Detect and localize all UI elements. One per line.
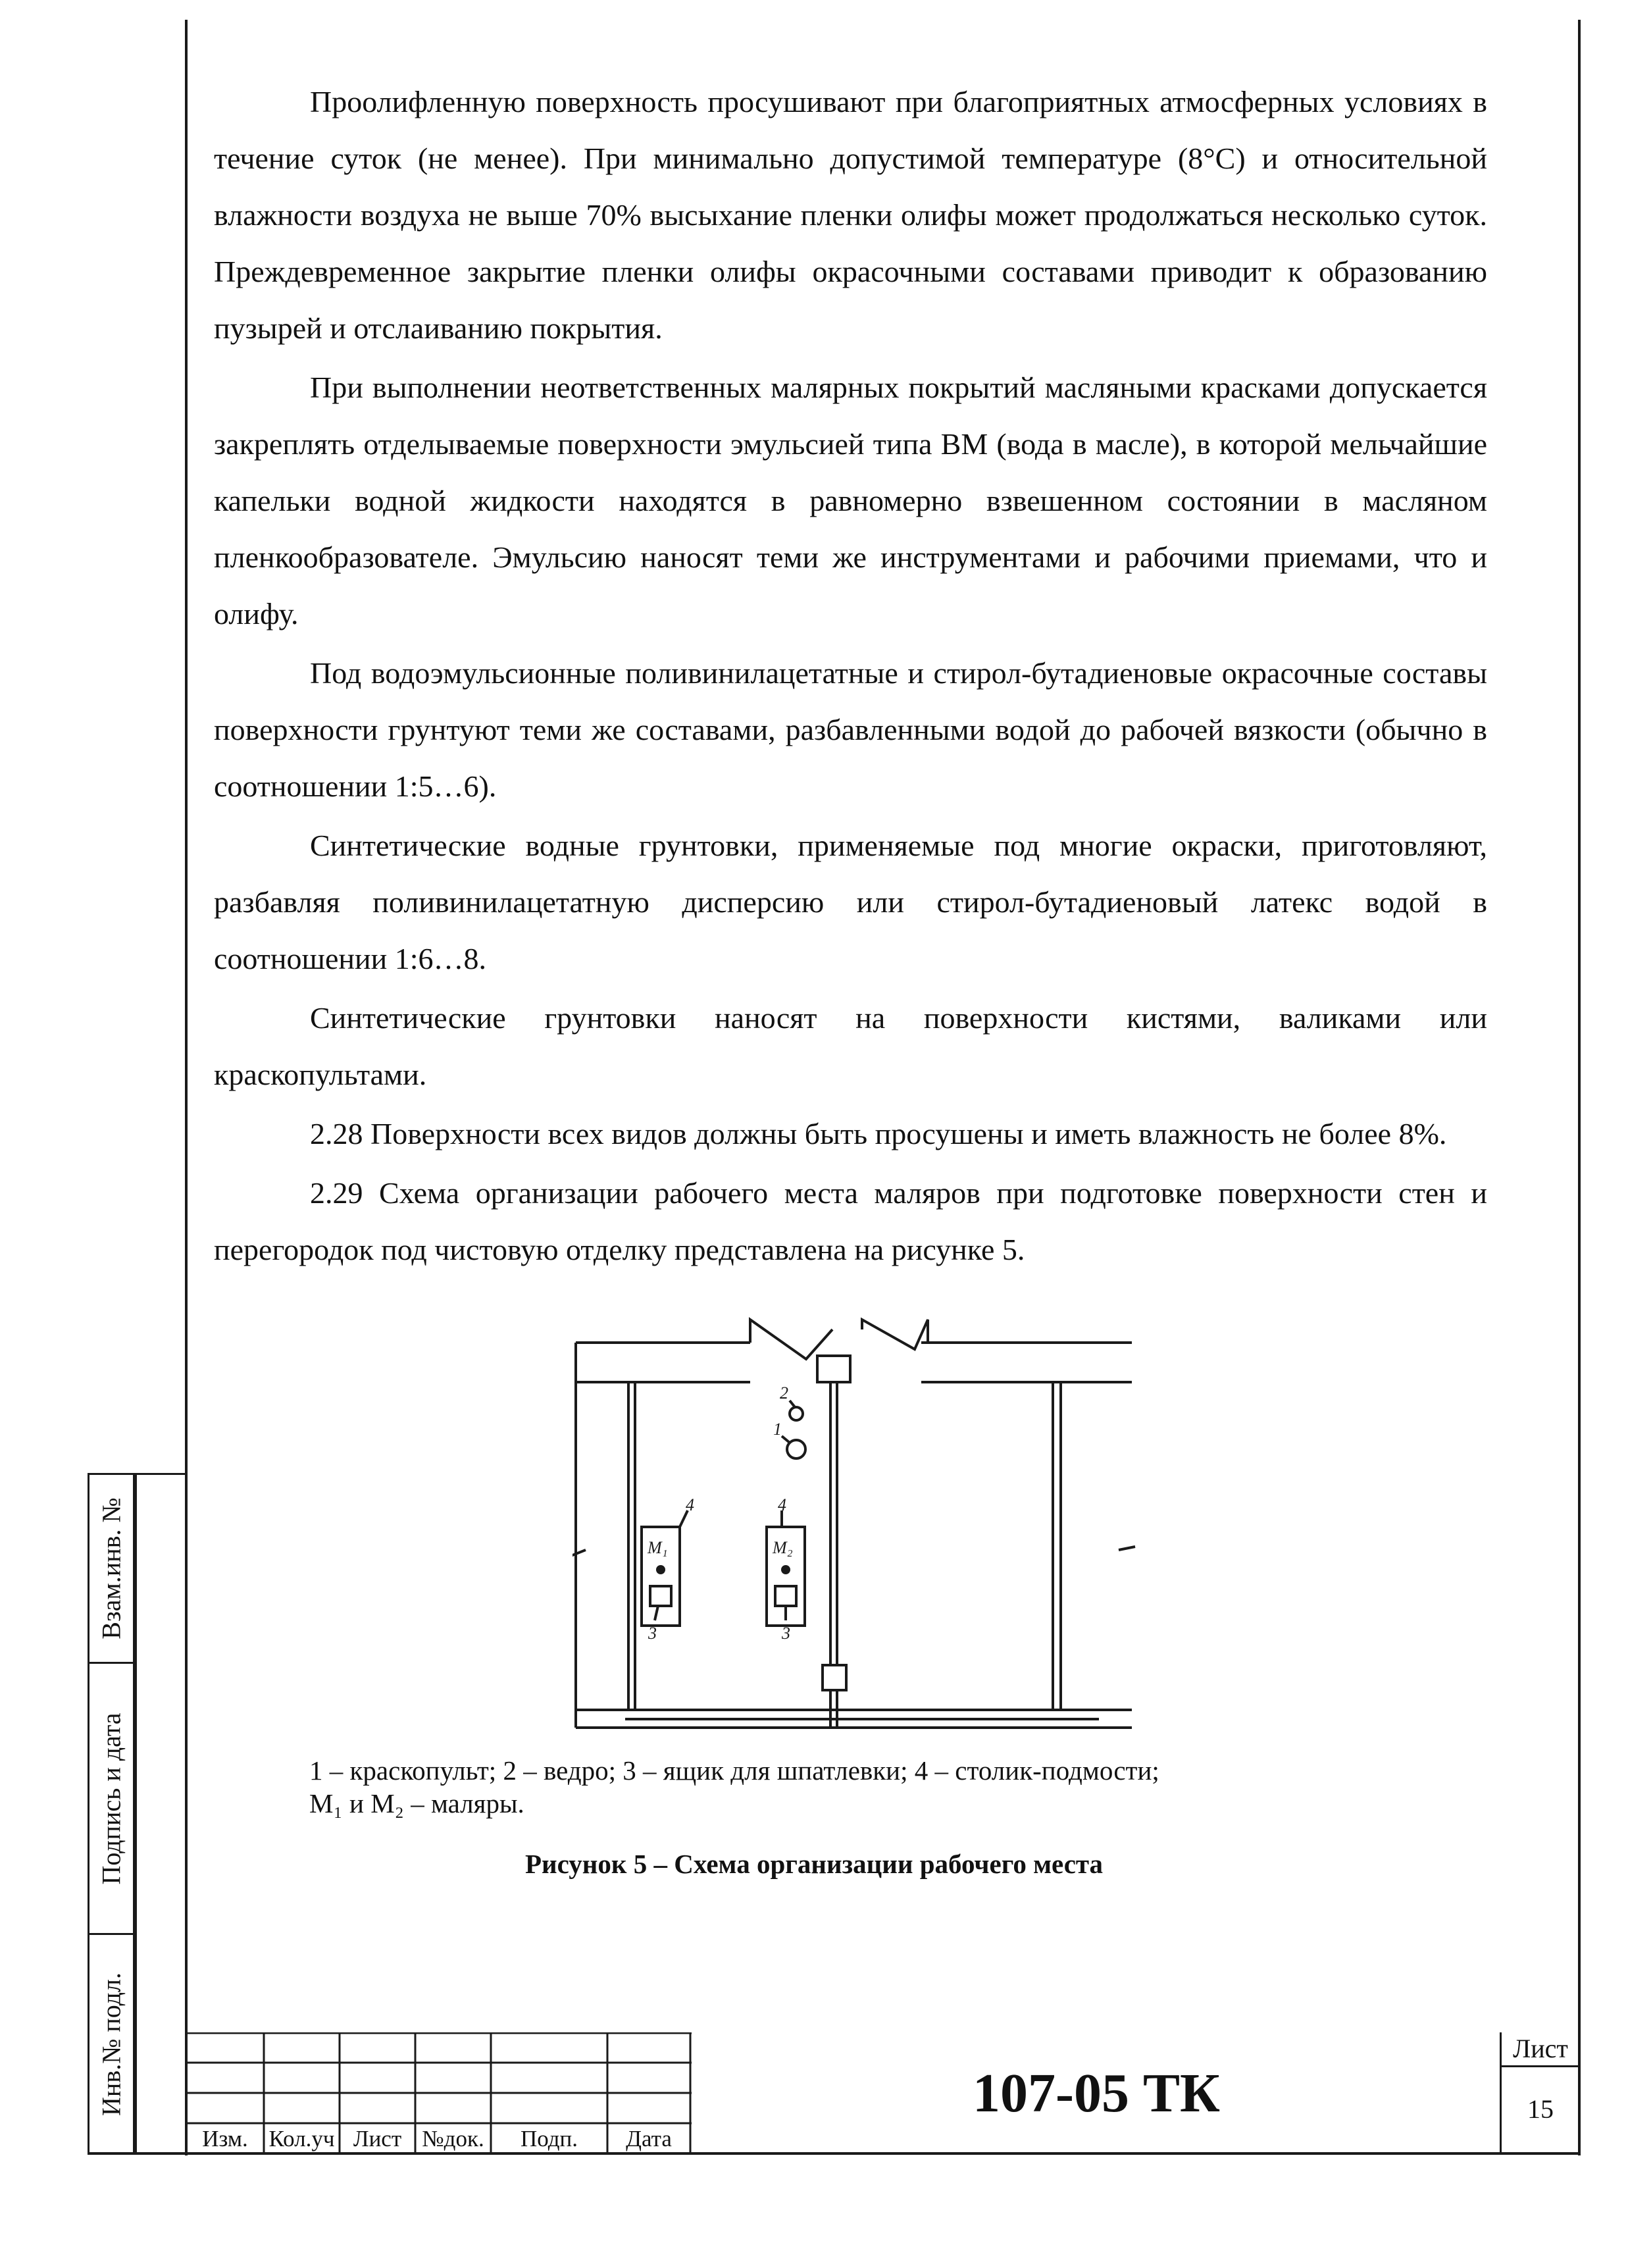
- stamp-replace-inv-label: Взам.инв. №: [96, 1497, 126, 1639]
- leader-line: [790, 1401, 795, 1407]
- door-post: [817, 1356, 850, 1382]
- col-signature: Подп.: [520, 2126, 578, 2152]
- label-bucket: 2: [780, 1383, 788, 1403]
- label-box-2: 3: [782, 1624, 790, 1643]
- sprayer-icon: [787, 1440, 805, 1458]
- stamp-top-line: [135, 1473, 186, 1475]
- label-painter-1: М₁: [648, 1538, 668, 1557]
- stamp-column-line: [135, 1473, 137, 2155]
- frame-right-border: [1578, 20, 1581, 2155]
- paragraph-3: Под водоэмульсионные поливинилацетатные и стирол-бутадиеновые окрасочные составы поверхности грунтуют теми же составами, разбавленными водой до рабочей вязкости (обычно в соотношении 1:5…6).: [214, 656, 1487, 803]
- figure-legend: [309, 1754, 1362, 1820]
- stamp-inv-original: [88, 1933, 135, 2155]
- paragraph-5: Синтетические грунтовки наносят на поверхности кистями, валиками или краскопультами.: [214, 1001, 1487, 1091]
- title-block: [186, 2032, 1580, 2153]
- stamp-signature-date-label: Подпись и дата: [96, 1712, 126, 1885]
- frame-left-border: [185, 20, 188, 2155]
- paragraph-7: 2.29 Схема организации рабочего места маляров при подготовке поверхности стен и перегородок под чистовую отделку представлена на рисунке 5.: [214, 1176, 1487, 1266]
- leader-line: [655, 1606, 658, 1620]
- door-left-icon: [750, 1320, 832, 1359]
- legend-line-1: 1 – краскопульт; 2 – ведро; 3 – ящик для шпатлевки; 4 – столик-подмости;: [309, 1755, 1159, 1786]
- partition-base: [823, 1665, 846, 1690]
- leader-line: [782, 1436, 790, 1443]
- label-box-1: 3: [648, 1624, 657, 1643]
- col-count: Кол.уч: [268, 2126, 335, 2152]
- stamp-signature-date: [88, 1662, 135, 1935]
- legend-line-2: М₁ и М₂ – маляры.: [309, 1788, 524, 1818]
- label-painter-2: М₂: [773, 1538, 793, 1557]
- box-2: [775, 1586, 796, 1606]
- paragraph-6: 2.28 Поверхности всех видов должны быть просушены и иметь влажность не более 8%.: [310, 1117, 1447, 1150]
- col-date: Дата: [626, 2126, 672, 2152]
- door-right-icon: [862, 1320, 928, 1349]
- painter-2-dot: [781, 1565, 790, 1574]
- bucket-icon: [790, 1407, 803, 1420]
- col-sheet: Лист: [353, 2126, 402, 2152]
- sheet-label: Лист: [1513, 2034, 1568, 2063]
- label-stand-2: 4: [778, 1495, 786, 1514]
- label-sprayer: 1: [773, 1420, 782, 1439]
- paragraph-4: Синтетические водные грунтовки, применяемые под многие окраски, приготовляют, разбавляя поливинилацетатную дисперсию или стирол-бутадиеновый латекс водой в соотношении 1:6…8.: [214, 829, 1487, 975]
- label-stand-1: 4: [686, 1495, 694, 1514]
- document-code: 107-05 ТК: [973, 2062, 1220, 2124]
- figure-caption: Рисунок 5 – Схема организации рабочего места: [524, 1849, 1104, 1879]
- stamp-replace-inv: [88, 1473, 135, 1664]
- workplace-scheme-figure: [572, 1316, 1152, 1744]
- col-doc-number: №док.: [422, 2126, 484, 2152]
- break-mark-right: [1119, 1547, 1135, 1550]
- col-change: Изм.: [202, 2126, 248, 2152]
- sheet-number: 15: [1527, 2094, 1554, 2124]
- paragraph-2: При выполнении неответственных малярных покрытий масляными красками допускается закреплять отделываемые поверхности эмульсией типа ВМ (вода в масле), в которой мельчайшие капельки водной жидкости находятся в равномерно взвешенном состоянии в масляном пленкообразователе. Эмульсию наносят теми же инструментами и рабочими приемами, что и олифу.: [214, 371, 1487, 631]
- paragraph-1: Проолифленную поверхность просушивают при благоприятных атмосферных условиях в течение суток (не менее). При минимально допустимой температуре (8°С) и относительной влажности воздуха не выше 70% высыхание пленки олифы может продолжаться несколько суток. Преждевременное закрытие пленки олифы окрасочными составами приводит к образованию пузырей и отслаиванию покрытия.: [214, 85, 1487, 345]
- box-1: [650, 1586, 671, 1606]
- painter-1-dot: [656, 1565, 665, 1574]
- body-text: [214, 74, 1487, 1281]
- stamp-inv-original-label: Инв.№ подл.: [96, 1972, 126, 2116]
